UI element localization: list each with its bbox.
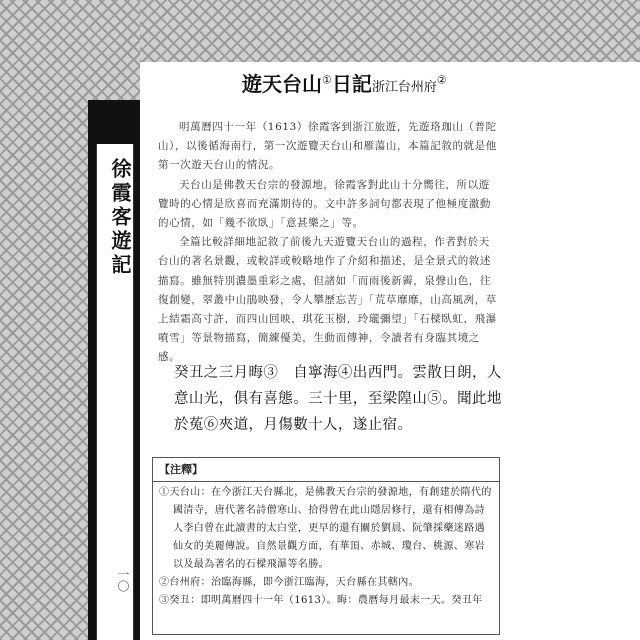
intro-paragraph: 明萬曆四十一年（1613）徐霞客到浙江旅遊，先遊珞珈山（普陀山），以後循海南行，第一次遊覽天台山和雁蕩山，本篇記敘的就是他第一次遊天台山的情況。 bbox=[158, 121, 497, 172]
notes-list bbox=[153, 482, 499, 610]
body-section bbox=[174, 360, 504, 438]
page-content bbox=[150, 62, 640, 640]
notes-header: 【注釋】 bbox=[153, 458, 499, 482]
intro-section bbox=[158, 118, 498, 368]
notes-box bbox=[152, 457, 500, 635]
page-number: 一〇 bbox=[116, 568, 130, 592]
note-item: ①天台山：在今浙江天台縣北，是佛教天台宗的發源地，有創建於隋代的國清寺，唐代著名詩僧寒山、拾得曾在此山隱居修行，還有相傳為詩人李白曾在此讀書的太白堂，更早的還有關於劉晨、阮肇採藥迷路遇仙女的美麗傳說。自然景觀方面，有華頂、赤城、瓊台、桃源、寒岩以及最為著名的石樑飛瀑等名勝。 bbox=[159, 487, 492, 570]
subtitle-note-marker: ② bbox=[436, 73, 447, 87]
article-title-word: 日記 bbox=[331, 72, 372, 96]
decorative-lattice-top bbox=[140, 0, 640, 62]
article-title-text: 遊天台山 bbox=[242, 72, 322, 96]
article-subtitle: 浙江台州府 bbox=[371, 80, 437, 95]
intro-paragraph: 全篇比較詳細地記敘了前後九天遊覽天台山的過程，作者對於天台山的著名景觀，或較詳或較略地作了介紹和描述，是全景式的敘述描寫。雖無特別濃墨重彩之處，但諸如「而雨後新霽，泉聲山色，往復創變，翠叢中山鵑映發，令人攀歷忘苦」「荒草靡靡，山高風冽，草上結霜高寸許，而四山回映，琪花玉樹，玲瓏彌望」「石樑臥虹，飛瀑噴雪」等景物描寫，簡練優美，生動而傳神，令讀者有身臨其境之感。 bbox=[158, 236, 497, 364]
note-item: ②台州府：治臨海縣，即今浙江臨海，天台縣在其轄內。 bbox=[159, 577, 419, 588]
article-title bbox=[242, 68, 447, 97]
note-item: ③癸丑：即明萬曆四十一年（1613）。晦：農曆每月最末一天。癸丑年 bbox=[159, 595, 483, 606]
intro-paragraph: 天台山是佛教天台宗的發源地，徐霞客對此山十分嚮往，所以遊覽時的心情是欣喜而充滿期待的。文中許多詞句都表現了他極度激動的心情，如「幾不欲臥」「意甚樂之」等。 bbox=[158, 178, 491, 230]
title-note-marker: ① bbox=[322, 73, 332, 87]
body-paragraph: 癸丑之三月晦③ 自寧海④出西門。雲散日朗，人意山光，俱有喜態。三十里，至梁隍山⑤。聞此地於菟⑥夾道，月傷數十人，遂止宿。 bbox=[174, 365, 502, 433]
book-title: 徐霞客遊記 bbox=[108, 158, 132, 278]
